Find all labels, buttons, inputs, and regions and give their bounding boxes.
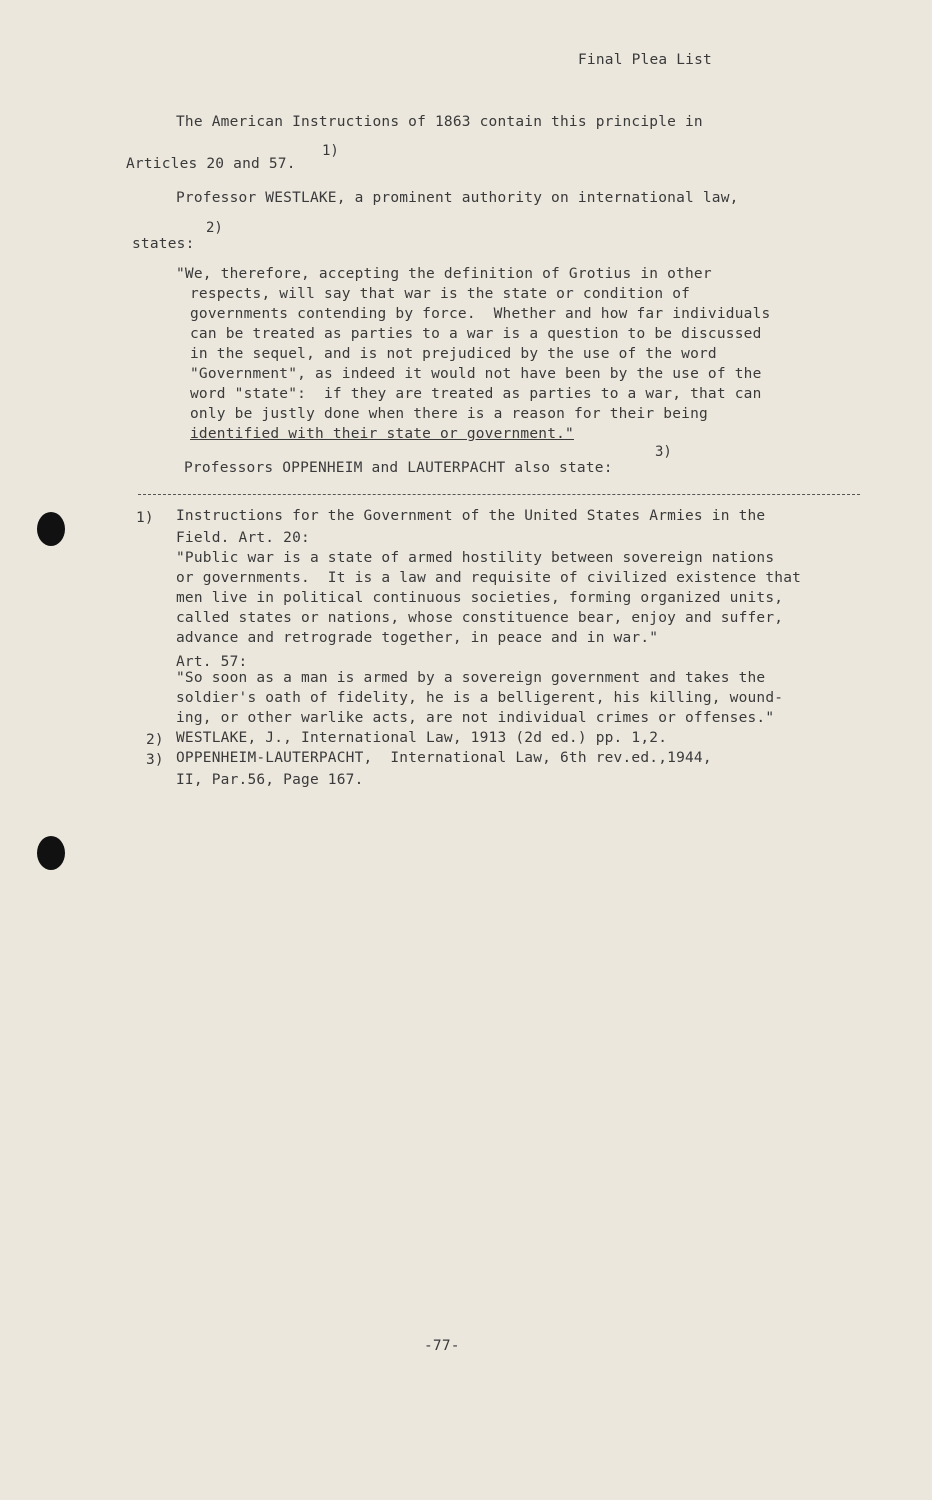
professors-line: Professors OPPENHEIM and LAUTERPACHT also state: xyxy=(184,460,613,476)
quote-line: governments contending by force. Whether and how far individuals xyxy=(190,306,771,322)
footnote-1-line-1: Instructions for the Government of the United States Armies in the xyxy=(176,508,766,524)
footnote-2-text: WESTLAKE, J., International Law, 1913 (2d ed.) pp. 1,2. xyxy=(176,730,668,746)
footnote-1-quote-line: or governments. It is a law and requisite of civilized existence that xyxy=(176,570,802,586)
footnote-1-art57-line: soldier's oath of fidelity, he is a belligerent, his killing, wound- xyxy=(176,690,784,706)
westlake-line-1: Professor WESTLAKE, a prominent authority on international law, xyxy=(176,190,739,206)
footnote-1-art57-line: "So soon as a man is armed by a sovereign government and takes the xyxy=(176,670,766,686)
westlake-line-2: states: xyxy=(132,236,195,252)
quote-line: in the sequel, and is not prejudiced by the use of the word xyxy=(190,346,717,362)
footnote-3-number: 3) xyxy=(146,752,164,768)
quote-line: "We, therefore, accepting the definition of Grotius in other xyxy=(176,266,712,282)
page-number: -77- xyxy=(424,1338,460,1354)
intro-line-1: The American Instructions of 1863 contain this principle in xyxy=(176,114,703,130)
quote-line: respects, will say that war is the state or condition of xyxy=(190,286,691,302)
footnote-1-quote-line: called states or nations, whose constituence bear, enjoy and suffer, xyxy=(176,610,784,626)
page-header: Final Plea List xyxy=(578,52,712,68)
quote-line-underlined: identified with their state or government." xyxy=(190,426,574,442)
footnote-1-line-2: Field. Art. 20: xyxy=(176,530,310,546)
footnote-separator xyxy=(138,494,860,495)
footnote-1-quote-line: "Public war is a state of armed hostility between sovereign nations xyxy=(176,550,775,566)
quote-line: word "state": if they are treated as parties to a war, that can xyxy=(190,386,762,402)
footnote-3-line-1: OPPENHEIM-LAUTERPACHT, International Law, 6th rev.ed.,1944, xyxy=(176,750,712,766)
footnote-marker-3: 3) xyxy=(655,444,672,460)
footnote-1-art57-line: ing, or other warlike acts, are not individual crimes or offenses." xyxy=(176,710,775,726)
footnote-marker-2: 2) xyxy=(206,220,223,236)
footnote-1-number: 1) xyxy=(136,510,154,526)
quote-line: only be justly done when there is a reason for their being xyxy=(190,406,708,422)
footnote-3-line-2: II, Par.56, Page 167. xyxy=(176,772,364,788)
quote-line: can be treated as parties to a war is a question to be discussed xyxy=(190,326,762,342)
footnote-2-number: 2) xyxy=(146,732,164,748)
punch-hole xyxy=(37,512,65,546)
intro-line-2: Articles 20 and 57. xyxy=(126,156,296,172)
footnote-1-art57: Art. 57: xyxy=(176,654,248,670)
footnote-1-quote-line: men live in political continuous societies, forming organized units, xyxy=(176,590,784,606)
quote-line: "Government", as indeed it would not have been by the use of the xyxy=(190,366,762,382)
footnote-1-quote-line: advance and retrograde together, in peace and in war." xyxy=(176,630,659,646)
footnote-marker-1: 1) xyxy=(322,143,339,159)
punch-hole xyxy=(37,836,65,870)
